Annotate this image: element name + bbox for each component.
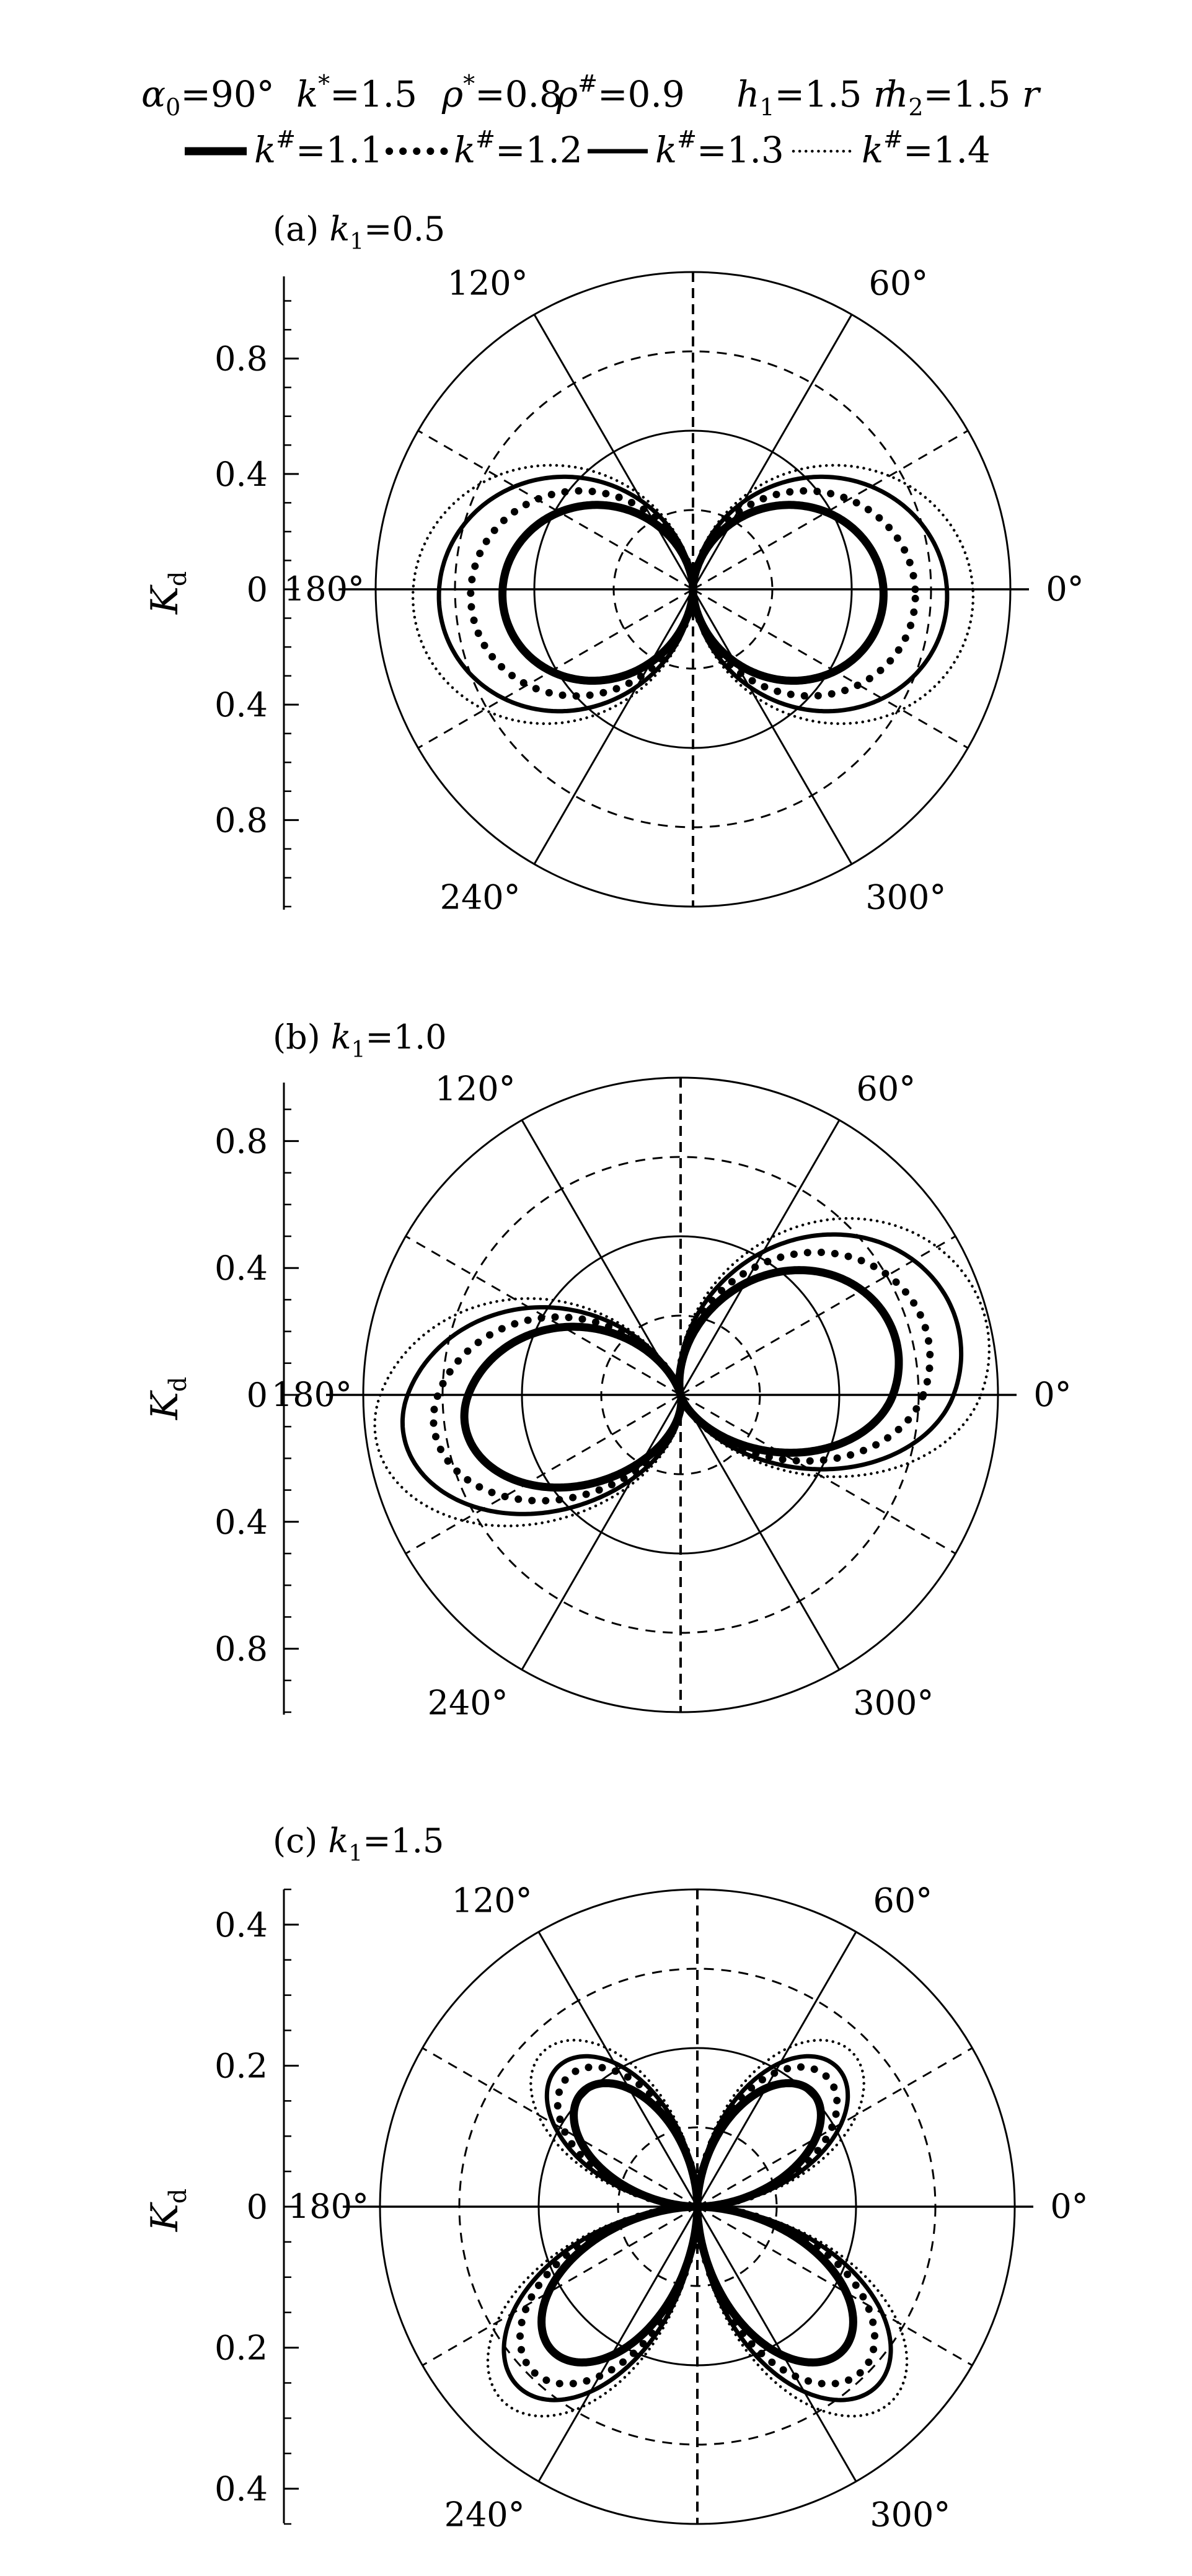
angle-label: 0° xyxy=(1046,569,1084,609)
radial-tick-label: 0.4 xyxy=(214,1905,268,1945)
param-value: =1.5 xyxy=(330,73,417,115)
legend-symbol: k xyxy=(254,129,276,171)
angle-label: 240° xyxy=(444,2495,525,2534)
radial-tick-label: 0.4 xyxy=(214,1249,268,1288)
param-value: =1.5 xyxy=(774,73,862,115)
angle-label: 60° xyxy=(873,1881,933,1920)
radial-tick-label: 0 xyxy=(246,1376,268,1415)
angle-label: 120° xyxy=(435,1069,516,1109)
param-subscript: 2 xyxy=(908,94,924,121)
radial-tick-label: 0.4 xyxy=(214,454,268,494)
grid-spoke xyxy=(423,2048,697,2207)
grid-spoke xyxy=(697,2207,972,2365)
legend-label xyxy=(655,126,784,171)
panel-title-value: =1.0 xyxy=(365,1018,447,1057)
param-value: =1.5 xyxy=(923,73,1011,115)
param-symbol: α xyxy=(141,73,166,115)
panel-title-symbol: k xyxy=(328,1821,349,1860)
radial-tick-label: 0.8 xyxy=(214,1629,268,1669)
grid-spoke xyxy=(693,589,852,864)
panel-label: (b) xyxy=(273,1018,331,1057)
legend-superscript: # xyxy=(883,126,903,153)
radial-tick-label: 0.4 xyxy=(214,1502,268,1542)
param-unit: r xyxy=(862,73,891,115)
legend-value: =1.2 xyxy=(495,129,583,171)
angle-label: 180° xyxy=(271,1375,352,1414)
param-subscript: 1 xyxy=(759,94,775,121)
header-param xyxy=(296,70,417,115)
angle-label: 300° xyxy=(870,2495,951,2534)
angle-label: 120° xyxy=(451,1881,532,1920)
param-value: =0.9 xyxy=(597,73,685,115)
angle-label: 60° xyxy=(856,1069,916,1109)
radial-tick-label: 0.8 xyxy=(214,1122,268,1161)
legend-symbol: k xyxy=(862,129,884,171)
panel-title-value: =0.5 xyxy=(364,209,446,248)
polar-panel-b xyxy=(143,1018,1072,1722)
panel-title xyxy=(273,1018,447,1063)
grid-spoke xyxy=(681,1120,839,1395)
angle-label: 240° xyxy=(439,877,521,917)
grid-spoke xyxy=(522,1395,681,1669)
angle-label: 0° xyxy=(1033,1375,1072,1414)
polar-panel-c xyxy=(143,1821,1088,2534)
angle-label: 180° xyxy=(283,569,364,609)
header-param xyxy=(141,73,275,121)
grid-spoke xyxy=(534,589,693,864)
axis-label-symbol: K xyxy=(143,2204,187,2231)
radial-tick-label: 0.8 xyxy=(214,801,268,840)
axis-label-kd xyxy=(143,1377,192,1420)
header-param xyxy=(556,70,685,115)
axis-label-kd xyxy=(143,2189,192,2232)
param-symbol: h xyxy=(736,73,760,115)
param-value: =90° xyxy=(180,73,275,115)
header-param xyxy=(885,73,1041,121)
angle-label: 0° xyxy=(1050,2187,1088,2226)
panel-label: (a) xyxy=(273,209,330,248)
param-unit: r xyxy=(1010,73,1040,115)
panel-title xyxy=(273,209,445,255)
legend-symbol: k xyxy=(454,129,476,171)
param-symbol: ρ xyxy=(442,73,464,115)
legend-label xyxy=(862,126,991,171)
axis-label-kd xyxy=(143,571,192,615)
header-param xyxy=(736,73,893,121)
legend-superscript: # xyxy=(475,126,495,153)
panel-title-subscript: 1 xyxy=(351,1037,366,1063)
param-subscript: 0 xyxy=(166,94,181,121)
panel-title-symbol: k xyxy=(330,1018,351,1057)
radial-tick-label: 0.4 xyxy=(214,2469,268,2509)
axis-label-subscript: d xyxy=(164,571,192,587)
param-symbol: k xyxy=(296,73,319,115)
angle-label: 300° xyxy=(853,1683,934,1723)
legend-symbol: k xyxy=(655,129,678,171)
radial-tick-label: 0.2 xyxy=(214,2328,268,2368)
axis-label-symbol: K xyxy=(143,586,187,614)
param-value: =0.8 xyxy=(475,73,562,115)
angle-label: 180° xyxy=(288,2187,369,2226)
axis-label-symbol: K xyxy=(143,1392,187,1420)
panel-title-subscript: 1 xyxy=(348,1841,363,1866)
grid-spoke xyxy=(693,315,852,589)
legend-label xyxy=(454,126,583,171)
param-superscript: # xyxy=(578,70,598,97)
param-superscript: * xyxy=(463,70,475,97)
grid-spoke xyxy=(681,1395,955,1554)
axis-label-subscript: d xyxy=(164,1376,192,1392)
grid-spoke xyxy=(697,1932,856,2207)
panel-title-symbol: k xyxy=(329,209,350,248)
panel-title xyxy=(273,1821,444,1866)
legend-superscript: # xyxy=(276,126,296,153)
grid-spoke xyxy=(681,1395,839,1669)
radial-tick-label: 0.4 xyxy=(214,685,268,725)
panel-title-subscript: 1 xyxy=(350,229,364,255)
angle-label: 60° xyxy=(868,263,929,303)
header-param xyxy=(441,70,562,115)
panel-title-value: =1.5 xyxy=(363,1821,444,1860)
param-symbol: h xyxy=(885,73,909,115)
radial-tick-label: 0.8 xyxy=(214,339,268,379)
legend-value: =1.4 xyxy=(903,129,991,171)
angle-label: 120° xyxy=(447,263,528,303)
legend-value: =1.3 xyxy=(697,129,784,171)
param-superscript: * xyxy=(318,70,330,97)
radial-tick-label: 0 xyxy=(246,570,268,609)
param-symbol: ρ xyxy=(557,73,578,115)
legend-superscript: # xyxy=(677,126,697,153)
grid-spoke xyxy=(539,2207,697,2481)
axis-label-subscript: d xyxy=(164,2188,192,2204)
radial-tick-label: 0.2 xyxy=(214,2046,268,2086)
legend-value: =1.1 xyxy=(296,129,383,171)
polar-panel-a xyxy=(143,209,1084,917)
panel-label: (c) xyxy=(273,1821,329,1860)
legend-label xyxy=(254,126,383,171)
radial-tick-label: 0 xyxy=(246,2187,268,2227)
angle-label: 300° xyxy=(865,877,947,917)
angle-label: 240° xyxy=(427,1683,508,1723)
grid-spoke xyxy=(534,315,693,589)
grid-spoke xyxy=(423,2207,697,2365)
